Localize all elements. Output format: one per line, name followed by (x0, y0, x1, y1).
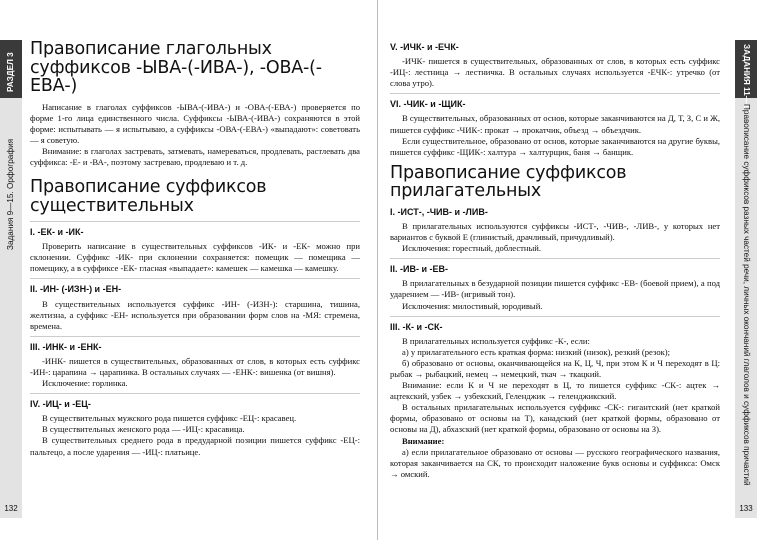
section-k-sk-text-3: б) образовано от основы, оканчивающейся на К, Ц, Ч, при этом К и Ч переходят в Ц: рыбак → рыбацкий, немец → немецкий, ткач → ткацкий. (390, 357, 720, 379)
section-ist-chiv-liv-title: I. -ИСТ-, -ЧИВ- и -ЛИВ- (390, 206, 488, 217)
section-iv-ev-exception: Исключения: милостивый, юродивый. (402, 300, 543, 311)
section-k-sk-attention: Внимание: если К и Ч не переходят в Ц, то пишется суффикс -СК-: ацтек → ацтекский, узбек → узбекский, Геленджик → геленджикский. (390, 380, 720, 402)
left-side-tab (0, 40, 22, 510)
section-chik-shchik-title: VI. -ЧИК- и -ЩИК- (390, 99, 466, 110)
right-content (390, 40, 720, 480)
noun-suffix-heading: Правописание суффиксов существительных (30, 177, 267, 216)
section-chik-shchik-text-1: В существительных, образованных от основ, которые заканчиваются на Д, Т, З, С и Ж, пишется суффикс -ЧИК-: прокат → прокатчик, объезд → объездчик. (390, 113, 720, 135)
left-section-label: РАЗДЕЛ 3 (6, 52, 15, 92)
verb-suffix-intro: Написание в глаголах суффиксов -ЫВА-(-ИВА-) и -ОВА-(-ЕВА-) проверяется по форме 1-го лица единственного числа. Суффиксы -ЫВА-(-ИВА-) сохраняются в этой форме: испытывать — я испытываю, а суффиксы -ОВА-(-ЕВА-) «выпадают»: советовать — я советую. (30, 101, 360, 145)
section-iv-ev-text: В прилагательных в безударной позиции пишется суффикс -ЕВ- (боевой прием), а под ударением — -ИВ- (игривый тон). (390, 278, 720, 300)
section-k-sk-text-4: В остальных прилагательных используется суффикс -СК-: гигантский (нет краткой формы, образовано от основы на Т), канадский (нет краткой формы, образовано от основы на Д), абхазский (нет краткой формы, образовано от основы на З). (390, 402, 720, 435)
verb-suffix-heading: Правописание глагольных суффиксов -ЫВА-(-ИВА-), -ОВА-(-ЕВА-) (30, 39, 322, 96)
section-in-en-text: В существительных используется суффикс -ИН- (-ИЗН-): старшина, тишина, желтизна, а суффикс -ЕН- используется при образовании форм слов на -МЯ: стремена, времена. (30, 298, 360, 331)
section-k-sk-text-1: В прилагательных используется суффикс -К-, если: (402, 335, 590, 346)
left-tab-title: Задания 9—15. Орфография (6, 138, 15, 250)
section-k-sk-text-2: а) у прилагательного есть краткая форма: низкий (низок), резкий (резок); (402, 346, 671, 357)
left-content (30, 40, 360, 458)
section-ichk-echk-text: -ИЧК- пишется в существительных, образованных от слов, в которых есть суффикс -ИЦ-: лестница → лестничка. В остальных случаях используется -ЕЧК-: утречко (от слова утро). (390, 56, 720, 89)
section-ist-chiv-liv-text: В прилагательных используются суффиксы -ИСТ-, -ЧИВ-, -ЛИВ-, у которых нет вариантов с буквой Е (глинистый, драчливый, причудливый). (390, 220, 720, 243)
divider (30, 221, 360, 222)
right-section-tab (735, 40, 757, 113)
divider (30, 393, 360, 394)
section-k-sk-title: III. -К- и -СК- (390, 321, 443, 332)
section-ic-ec-title: IV. -ИЦ- и -ЕЦ- (30, 399, 91, 410)
section-k-sk-text-5: а) если прилагательное образовано от основы — русского географического названия, которая заканчивается на СК, то происходит наложение букв основы и суффикса: Омск → омский. (390, 446, 720, 479)
section-ink-enk-exception: Исключение: горлинка. (42, 378, 128, 389)
verb-suffix-attention: Внимание: в глаголах застревать, затмевать, намереваться, продлевать, растлевать два суффикса: -Е- и -ВА-, поэтому застреваю, продлеваю и т. д. (30, 145, 360, 167)
divider (390, 93, 720, 94)
section-in-en-title: II. -ИН- (-ИЗН-) и -ЕН- (30, 284, 122, 295)
divider (30, 278, 360, 279)
section-ink-enk-text: -ИНК- пишется в существительных, образованных от слов, в которых есть суффикс -ИН-: царапина → царапинка. В остальных случаях — -ЕНК-: вишенка (от вишня). (30, 355, 360, 377)
adjective-suffix-heading: Правописание суффиксов прилагательных (390, 162, 627, 202)
section-ek-ik-text: Проверить написание в существительных суффиксов -ИК- и -ЕК- можно при склонении. Суффикс -ИК- при склонении сохраняется: помещик — помещика — помещику, а в суффиксе -ЕК- гласная «выпадает»: камешек — камешка — камешку. (30, 241, 360, 274)
left-section-tab (0, 40, 22, 98)
divider (30, 336, 360, 337)
divider (390, 258, 720, 259)
right-page (378, 0, 757, 540)
right-page-number: 133 (735, 500, 757, 518)
left-page-number: 132 (0, 500, 22, 518)
section-ic-ec-neut: В существительных среднего рода в предударной позиции пишется суффикс -ЕЦ-: пальтецо, а после ударения — -ИЦ-: платьице. (30, 435, 360, 457)
section-ic-ec-masc: В существительных мужского рода пишется суффикс -ЕЦ-: красавец. (42, 413, 297, 424)
section-k-sk-attention-label: Внимание: (402, 435, 445, 446)
divider (390, 316, 720, 317)
section-ichk-echk-title: V. -ИЧК- и -ЕЧК- (390, 42, 459, 52)
right-section-label: ЗАДАНИЯ 11—12 (742, 44, 751, 113)
section-iv-ev-title: II. -ИВ- и -ЕВ- (390, 264, 448, 275)
section-chik-shchik-text-2: Если существительное, образовано от основ, которые заканчиваются на другие буквы, пишется суффикс -ЩИК-: халтура → халтурщик, баня → банщик. (390, 135, 720, 157)
section-ic-ec-fem: В существительных женского рода — -ИЦ-: красавица. (42, 424, 245, 435)
section-ist-chiv-liv-exception: Исключения: горестный, доблестный. (402, 243, 542, 254)
right-tab-title: Правописание суффиксов разных частей речи, личных окончаний глаголов и суффиксов причастий (742, 104, 751, 486)
section-ek-ik-title: I. -ЕК- и -ИК- (30, 227, 84, 238)
left-page (0, 0, 378, 540)
section-ink-enk-title: III. -ИНК- и -ЕНК- (30, 341, 102, 352)
